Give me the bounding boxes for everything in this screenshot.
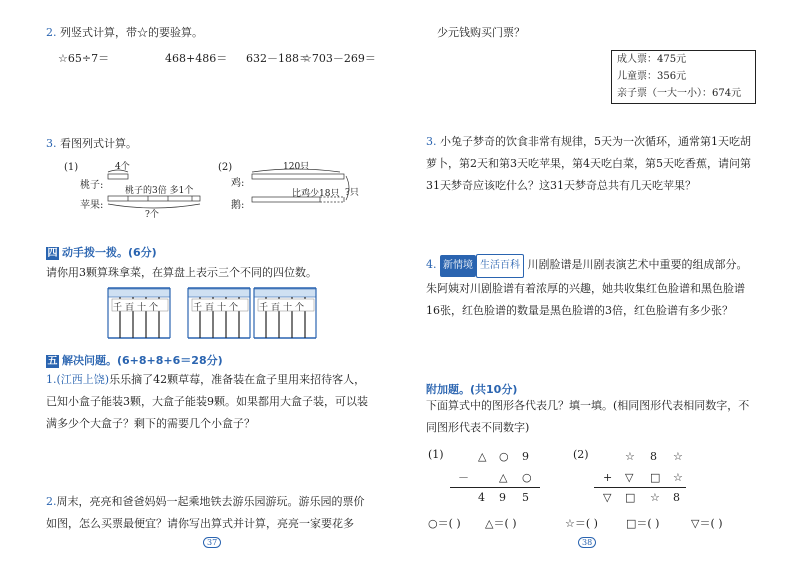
chicken-label: 鸡: — [231, 178, 245, 189]
diagram-2-top-label: 120只 — [283, 162, 310, 172]
question-3-heading: 3. 看图列式计算。 — [46, 137, 137, 150]
diagram-2-label: (2) — [218, 162, 233, 173]
diagram-2-mid-label: 比鸡少18只 — [292, 189, 340, 199]
apple-label: 苹果: — [80, 200, 104, 211]
problem-2: 2.周末，亮亮和爸爸妈妈一起乘地铁去游乐园游玩。游乐园的票价如图，怎么买票最便宜？请你写出算式并计算，亮亮一家要花多 — [46, 495, 365, 530]
duck-label: 鹅: — [231, 200, 245, 211]
bonus-instruction: 下面算式中的图形各代表几？填一填。(相同图形代表相同数字，不同图形代表不同数字) — [426, 399, 750, 434]
answer-star[interactable]: ☆＝( ) — [565, 517, 598, 530]
calc-item-2: 468+486＝ — [165, 52, 228, 65]
answer-down-triangle[interactable]: ▽＝( ) — [691, 517, 723, 530]
question-4-right: 4. 新情境 生活百科 川剧脸谱是川剧表演艺术中重要的组成部分。朱阿姨对川剧脸谱有着浓厚的兴趣，她共收集红色脸谱和黑色脸谱16张，红色脸谱的数量是黑色脸谱的3倍，红色脸谱有多少张？ — [426, 254, 756, 322]
abacus-1-labels: 千百十个 — [113, 303, 162, 313]
diagram-2-bars — [248, 166, 378, 216]
page-number-left: 37 — [203, 537, 221, 548]
diagram-1-label: (1) — [64, 162, 79, 173]
tag-life-encyclopedia: 生活百科 — [476, 254, 524, 278]
family-ticket-price: 亲子票（一大一小）：674元 — [617, 88, 742, 99]
diagram-1-top-label: 4个 — [115, 162, 130, 172]
tag-new-situation: 新情境 — [440, 255, 476, 277]
calc-item-1: ☆65÷7＝ — [58, 52, 110, 65]
section-4-heading: 四 动手拨一拨。(6分) — [47, 246, 157, 259]
page-number-right: 38 — [578, 537, 596, 548]
abacus-group — [104, 286, 364, 346]
diagram-1-question: ?个 — [145, 210, 159, 220]
diagram-1-bars — [100, 166, 230, 216]
diagram-2-question: ?只 — [345, 188, 359, 198]
abacus-2-labels: 千百十个 — [193, 303, 242, 313]
abacus-2 — [188, 288, 250, 338]
abacus-3 — [254, 288, 316, 338]
adult-ticket-price: 成人票：475元 — [617, 54, 687, 65]
answer-triangle[interactable]: △＝( ) — [485, 517, 517, 530]
section-5-heading: 五 解决问题。(6+8+8+6＝28分) — [47, 354, 223, 367]
peach-label: 桃子: — [80, 180, 104, 191]
abacus-3-labels: 千百十个 — [259, 303, 308, 313]
calc-item-4: ☆703－269＝ — [302, 52, 376, 65]
bonus-heading: 附加题。(共10分) — [426, 383, 518, 396]
section-4-instruction: 请你用3颗算珠拿菜，在算盘上表示三个不同的四位数。 — [46, 266, 317, 279]
diagram-1-mid-label: 桃子的3倍 多1个 — [125, 186, 194, 196]
problem-1: 1.(江西上饶)乐乐摘了42颗草莓，准备装在盒子里用来招待客人，已知小盒子能装3颗，大盒子能装9颗。如果都用大盒子装，可以装满多少个大盒子？剩下的需要几个小盒子？ — [46, 373, 368, 430]
answer-square[interactable]: □＝( ) — [626, 517, 660, 530]
answer-circle[interactable]: ○＝( ) — [428, 517, 461, 530]
problem-2-continuation: 少元钱购买门票？ — [437, 26, 525, 39]
child-ticket-price: 儿童票：356元 — [617, 71, 687, 82]
question-3-right: 3. 小兔子梦奇的饮食非常有规律，5天为一次循环，通常第1天吃胡萝卜，第2天和第3天吃苹果，第4天吃白菜，第5天吃香蕉，请问第31天梦奇应该吃什么？这31天梦奇总共有几天吃苹果？ — [426, 135, 751, 192]
ticket-price-box — [611, 50, 756, 104]
calc-item-3: 632－188＝ — [246, 52, 310, 65]
abacus-1 — [108, 288, 170, 338]
question-2-heading: 2. 列竖式计算，带☆的要验算。 — [46, 26, 203, 39]
